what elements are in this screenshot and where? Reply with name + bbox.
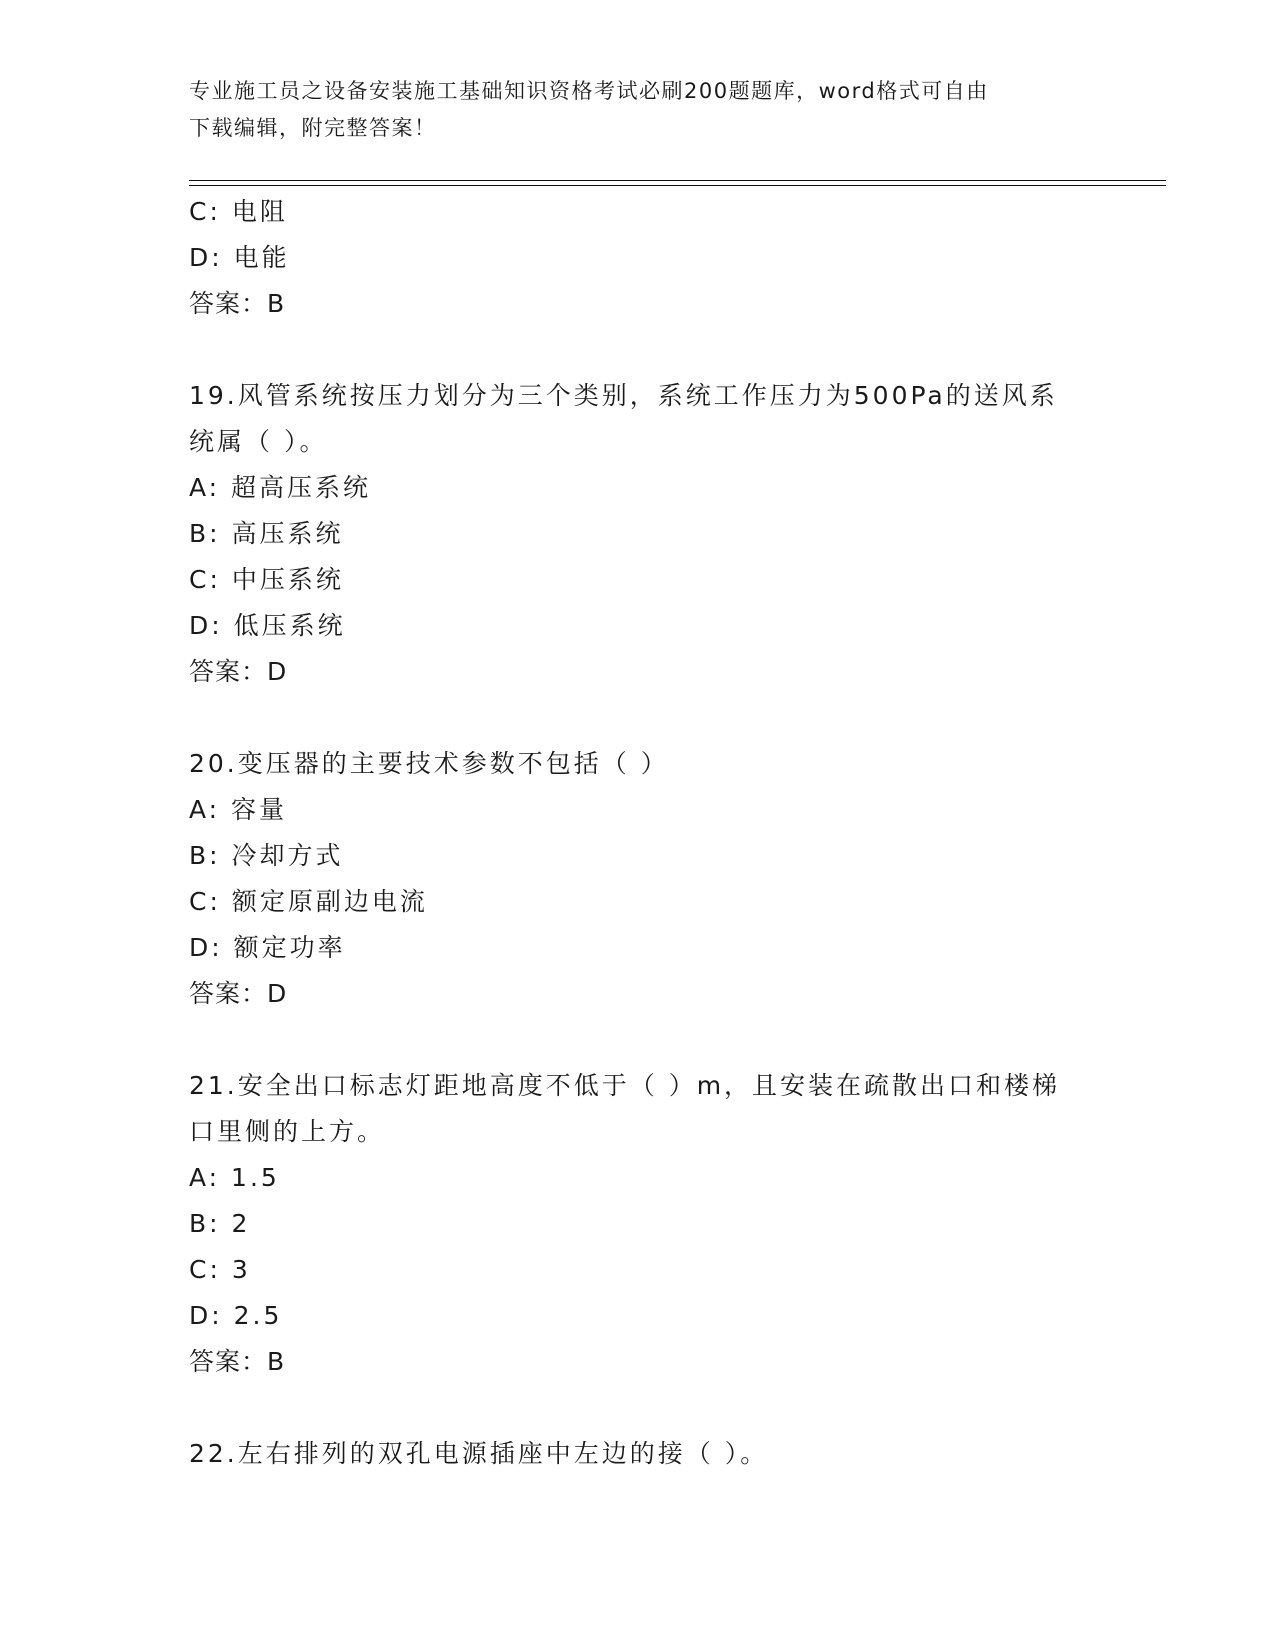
answer-line: 答案：D bbox=[189, 657, 288, 686]
answer-line: 答案：B bbox=[189, 1347, 286, 1376]
header-line-1: 专业施工员之设备安装施工基础知识资格考试必刷200题题库，word格式可自由 bbox=[189, 79, 989, 103]
question-19 bbox=[189, 373, 1089, 695]
header-line-2: 下载编辑，附完整答案！ bbox=[189, 116, 437, 140]
question-list bbox=[189, 189, 1089, 1477]
answer-line: 答案：B bbox=[189, 289, 286, 318]
question-20 bbox=[189, 741, 1089, 1017]
header-divider-bottom bbox=[189, 185, 1166, 186]
spacer bbox=[189, 327, 1089, 373]
option-d: D: 额定功率 bbox=[189, 933, 346, 962]
question-22 bbox=[189, 1431, 1089, 1477]
option-d: D: 电能 bbox=[189, 243, 290, 272]
option-c: C: 电阻 bbox=[189, 197, 288, 226]
option-c: C: 额定原副边电流 bbox=[189, 887, 428, 916]
question-stem: 22.左右排列的双孔电源插座中左边的接（ ）。 bbox=[189, 1439, 769, 1468]
question-stem: 口里侧的上方。 bbox=[189, 1117, 386, 1146]
spacer bbox=[189, 695, 1089, 741]
spacer bbox=[189, 1385, 1089, 1431]
option-b: B: 冷却方式 bbox=[189, 841, 344, 870]
spacer bbox=[189, 1017, 1089, 1063]
question-stem: 20.变压器的主要技术参数不包括（ ） bbox=[189, 749, 669, 778]
question-stem: 统属（ ）。 bbox=[189, 427, 328, 456]
option-b: B: 2 bbox=[189, 1209, 251, 1238]
option-d: D: 2.5 bbox=[189, 1301, 283, 1330]
continued-question bbox=[189, 189, 1089, 327]
question-stem: 21.安全出口标志灯距地高度不低于（ ）m，且安装在疏散出口和楼梯 bbox=[189, 1071, 1061, 1100]
option-a: A: 超高压系统 bbox=[189, 473, 372, 502]
option-d: D: 低压系统 bbox=[189, 611, 346, 640]
option-a: A: 1.5 bbox=[189, 1163, 280, 1192]
header-divider-top bbox=[189, 180, 1166, 181]
option-c: C: 中压系统 bbox=[189, 565, 344, 594]
option-a: A: 容量 bbox=[189, 795, 288, 824]
question-21 bbox=[189, 1063, 1089, 1385]
option-b: B: 高压系统 bbox=[189, 519, 344, 548]
option-c: C: 3 bbox=[189, 1255, 251, 1284]
document-header bbox=[189, 73, 1089, 147]
question-stem: 19.风管系统按压力划分为三个类别，系统工作压力为500Pa的送风系 bbox=[189, 381, 1058, 410]
answer-line: 答案：D bbox=[189, 979, 288, 1008]
